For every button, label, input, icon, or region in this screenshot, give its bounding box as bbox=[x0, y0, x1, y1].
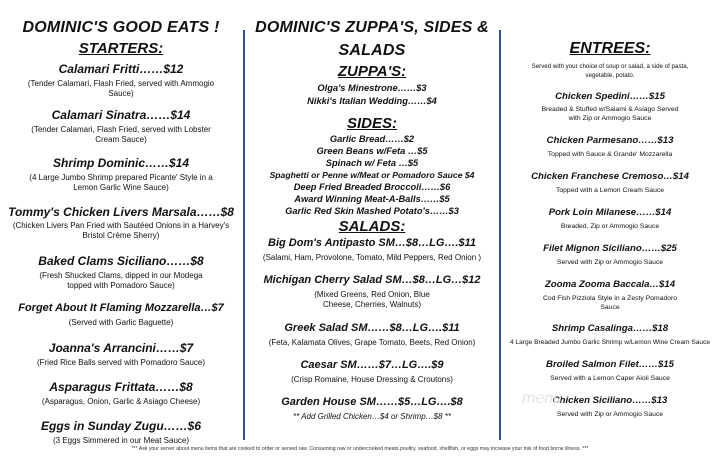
side-item: Spaghetti or Penne w/Meat or Pomadoro Sauce $4 bbox=[269, 170, 475, 180]
item-name: Shrimp Casalinga……$18 bbox=[551, 323, 669, 334]
entrees-column bbox=[503, 0, 717, 419]
entree-item bbox=[503, 278, 717, 312]
side-item: Garlic Red Skin Mashed Potato's……$3 bbox=[285, 206, 459, 216]
salad-item bbox=[246, 236, 498, 263]
item-desc: (Fried Rice Balls served with Pomadoro Sauce) bbox=[36, 358, 206, 367]
entrees-heading: ENTREES: bbox=[569, 40, 651, 57]
item-name: Michigan Cherry Salad SM…$8…LG…$12 bbox=[263, 274, 481, 286]
item-desc: Topped with Sauce & Grande' Mozzarella bbox=[547, 151, 673, 158]
item-desc: (Feta, Kalamata Olives, Grape Tomato, Beets, Red Onion) bbox=[268, 338, 476, 347]
salad-item bbox=[246, 395, 498, 422]
footer-disclaimer: *** Ask your server about menu items that are cooked to order or served raw. Consuming raw or undercooked meats poultry, seafood, shellfish, or eggs may increase your risk of food borne illness. *** bbox=[131, 446, 589, 452]
salads-heading: SALADS: bbox=[338, 218, 406, 235]
sides-heading: SIDES: bbox=[346, 115, 397, 132]
entrees-note: Served with your choice of soup or salad, a side of pasta, vegetable, potato. bbox=[531, 63, 689, 79]
item-desc: Breaded, Zip or Ammogio Sauce bbox=[560, 223, 660, 230]
salad-item bbox=[246, 273, 498, 310]
menu-item bbox=[2, 156, 240, 193]
item-name: Asparagus Frittata……$8 bbox=[49, 380, 193, 394]
item-desc: Topped with a Lemon Cream Sauce bbox=[555, 187, 665, 194]
item-desc: 4 Large Breaded Jumbo Garlic Shrimp w/Lemon Wine Cream Sauce bbox=[509, 339, 711, 346]
menu-item bbox=[2, 108, 240, 145]
item-name: Chicken Spedini……$15 bbox=[555, 91, 665, 102]
item-desc: (3 Eggs Simmered in our Meat Sauce) bbox=[52, 436, 190, 445]
starters-column bbox=[2, 0, 240, 446]
zuppa-item: Olga's Minestrone……$3 bbox=[317, 83, 427, 93]
item-name: Calamari Fritti……$12 bbox=[58, 62, 184, 76]
zuppa-item: Nikki's Italian Wedding……$4 bbox=[307, 96, 437, 106]
salad-item bbox=[246, 358, 498, 385]
column-divider-left bbox=[243, 30, 245, 440]
item-desc: (Tender Calamari, Flash Fried, served with Lobster Cream Sauce) bbox=[31, 125, 211, 144]
side-item: Green Beans w/Feta …$5 bbox=[316, 146, 428, 156]
item-name: Shrimp Dominic……$14 bbox=[52, 156, 190, 170]
zuppas-sides-salads-column bbox=[246, 0, 498, 422]
side-item: Deep Fried Breaded Broccoli……$6 bbox=[293, 182, 451, 192]
menu-item bbox=[2, 341, 240, 368]
item-desc: Served with Zip or Ammogio Sauce bbox=[556, 411, 664, 418]
item-desc: (Salami, Ham, Provolone, Tomato, Mild Peppers, Red Onion ) bbox=[262, 253, 482, 262]
column-title-line1: DOMINIC'S ZUPPA'S, SIDES & bbox=[255, 19, 489, 36]
entree-item bbox=[503, 134, 717, 159]
item-name: Chicken Franchese Cremoso…$14 bbox=[531, 171, 689, 182]
item-desc: Breaded & Stuffed w/Salami & Asiago Served with Zip or Ammogio Sauce bbox=[541, 106, 679, 122]
entree-item bbox=[503, 358, 717, 383]
entree-item bbox=[503, 206, 717, 231]
watermark: menu bbox=[522, 390, 563, 407]
item-name: Broiled Salmon Filet……$15 bbox=[546, 359, 674, 370]
item-name: Zooma Zooma Baccala…$14 bbox=[544, 279, 676, 290]
entree-item bbox=[503, 322, 717, 347]
item-desc: (Mixed Greens, Red Onion, Blue Cheese, Cherries, Walnuts) bbox=[314, 290, 430, 309]
menu-item bbox=[2, 254, 240, 291]
item-name: Filet Mignon Siciliano……$25 bbox=[543, 243, 677, 254]
item-name: Chicken Siciliano……$13 bbox=[552, 395, 668, 406]
restaurant-title: DOMINIC'S GOOD EATS ! bbox=[22, 19, 220, 36]
item-name: Garden House SM……$5…LG….$8 bbox=[281, 396, 463, 408]
item-desc: Cod Fish Pizziola Style in a Zesty Pomadoro Sauce bbox=[542, 295, 678, 311]
menu-item bbox=[2, 62, 240, 99]
entree-item bbox=[503, 90, 717, 123]
item-name: Pork Loin Milanese……$14 bbox=[548, 207, 672, 218]
side-item: Spinach w/ Feta …$5 bbox=[325, 158, 419, 168]
side-item: Garlic Bread……$2 bbox=[329, 134, 415, 144]
starters-heading: STARTERS: bbox=[78, 40, 164, 57]
item-name: Big Dom's Antipasto SM…$8…LG….$11 bbox=[268, 237, 476, 249]
zuppas-heading: ZUPPA'S: bbox=[337, 63, 407, 80]
entree-item bbox=[503, 170, 717, 195]
item-desc: (Fresh Shucked Clams, dipped in our Modega topped with Pomadoro Sauce) bbox=[39, 271, 203, 290]
item-name: Tommy's Chicken Livers Marsala……$8 bbox=[8, 205, 234, 219]
add-on-note: ** Add Grilled Chicken…$4 or Shrimp…$8 ** bbox=[293, 412, 451, 421]
item-name: Joanna's Arrancini……$7 bbox=[48, 341, 194, 355]
item-desc: (Served with Garlic Baguette) bbox=[68, 318, 174, 327]
item-desc: (Chicken Livers Pan Fried with Sautéed Onions in a Harvey's Bristol Crème Sherry) bbox=[12, 221, 230, 240]
item-name: Calamari Sinatra……$14 bbox=[51, 108, 191, 122]
menu-item bbox=[2, 205, 240, 241]
item-name: Forget About It Flaming Mozzarella…$7 bbox=[18, 302, 224, 314]
side-item: Award Winning Meat-A-Balls……$5 bbox=[294, 194, 450, 204]
item-name: Greek Salad SM……$8…LG….$11 bbox=[284, 322, 460, 334]
item-name: Eggs in Sunday Zugu……$6 bbox=[40, 419, 201, 433]
column-title-line2: SALADS bbox=[338, 42, 406, 59]
item-desc: (Asparagus, Onion, Garlic & Asiago Cheese) bbox=[41, 397, 201, 406]
item-desc: (4 Large Jumbo Shrimp prepared Picante' Style in a Lemon Garlic Wine Sauce) bbox=[29, 173, 213, 192]
item-desc: (Tender Calamari, Flash Fried, served with Ammogio Sauce) bbox=[27, 79, 215, 98]
menu-item bbox=[2, 419, 240, 446]
menu-item bbox=[2, 380, 240, 407]
item-desc: Served with Zip or Ammogio Sauce bbox=[556, 259, 664, 266]
menu-item bbox=[2, 301, 240, 328]
entree-item bbox=[503, 242, 717, 267]
salad-item bbox=[246, 321, 498, 348]
item-desc: (Crisp Romaine, House Dressing & Croutons) bbox=[291, 375, 453, 384]
item-name: Caesar SM……$7…LG….$9 bbox=[300, 359, 444, 371]
item-name: Baked Clams Siciliano……$8 bbox=[38, 254, 204, 268]
item-name: Chicken Parmesano……$13 bbox=[546, 135, 674, 146]
column-divider-right bbox=[499, 30, 501, 440]
item-desc: Served with a Lemon Caper Aioli Sauce bbox=[550, 375, 670, 382]
